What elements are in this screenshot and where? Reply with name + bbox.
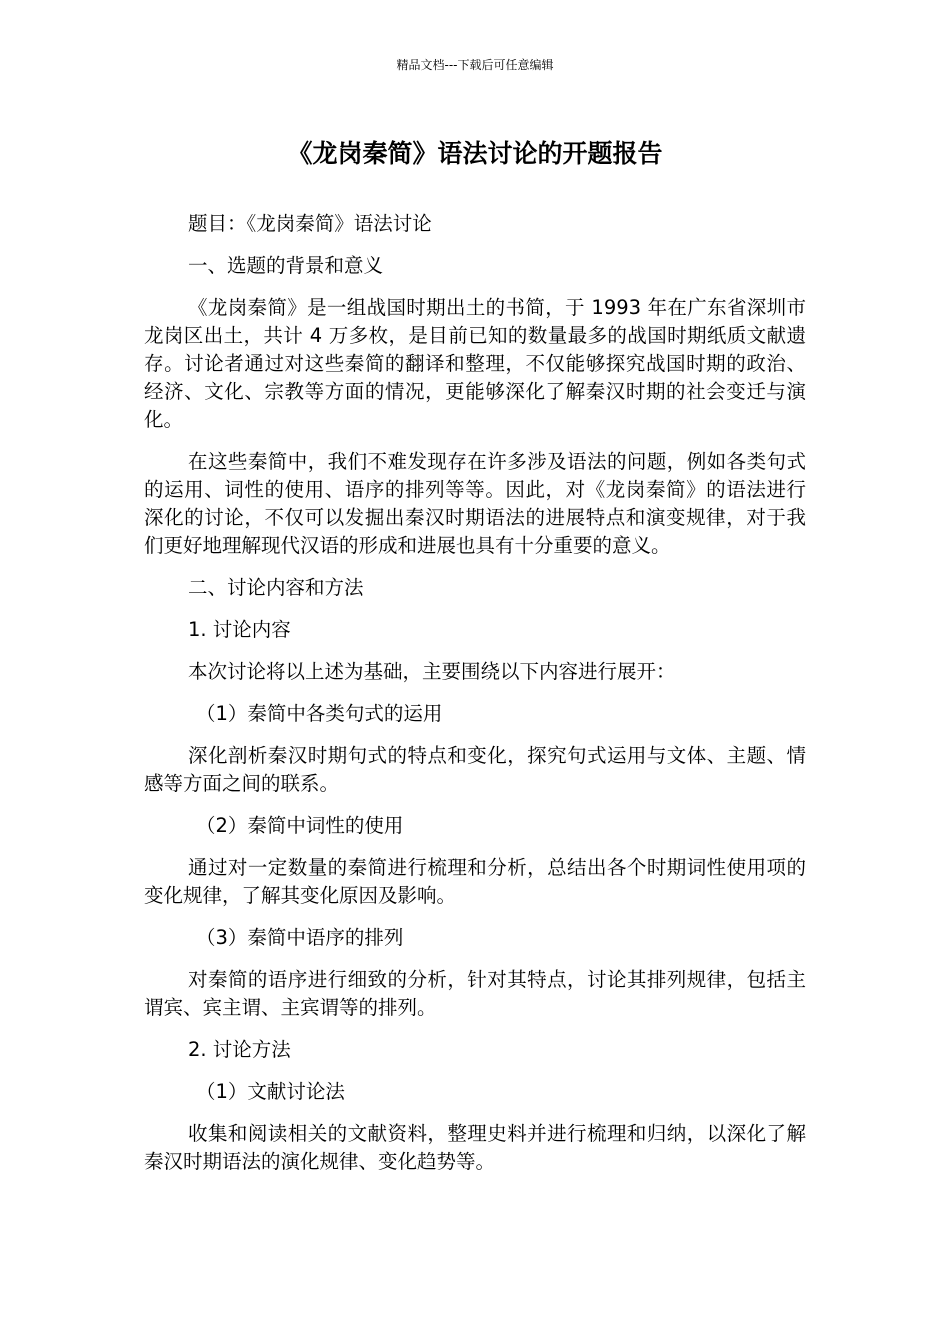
section-heading-background: 一、选题的背景和意义 [188, 254, 384, 277]
parts-of-speech-paragraph: 通过对一定数量的秦简进行梳理和分析，总结出各个时期词性使用项的变化规律，了解其变化原因及影响。 [144, 856, 806, 907]
topic-line: 题目：《龙岗秦简》语法讨论 [188, 212, 432, 235]
running-header: 精品文档---下载后可任意编辑 [396, 58, 554, 72]
subheading-content: 1. 讨论内容 [188, 618, 291, 641]
document-title: 《龙岗秦简》语法讨论的开题报告 [287, 139, 663, 168]
document-body [144, 210, 806, 1176]
background-paragraph: 《龙岗秦简》是一组战国时期出土的书简，于 1993 年在广东省深圳市龙岗区出土，共计 4 万多枚，是目前已知的数量最多的战国时期纸质文献遗存。讨论者通过对这些秦简的翻译和整理，不仅能够探究战国时期的政治、经济、文化、宗教等方面的情况，更能够深化了解秦汉时期的社会变迁与演化。 [144, 296, 806, 431]
word-order-paragraph: 对秦简的语序进行细致的分析，针对其特点，讨论其排列规律，包括主谓宾、宾主谓、主宾谓等的排列。 [144, 968, 806, 1019]
section-heading-content-method: 二、讨论内容和方法 [188, 576, 364, 599]
content-intro-paragraph: 本次讨论将以上述为基础，主要围绕以下内容进行展开： [188, 660, 676, 683]
item-heading-sentence-patterns: （1）秦简中各类句式的运用 [196, 702, 443, 725]
item-heading-literature-method: （1）文献讨论法 [196, 1080, 345, 1103]
subheading-method: 2. 讨论方法 [188, 1038, 291, 1061]
literature-method-paragraph: 收集和阅读相关的文献资料，整理史料并进行梳理和归纳，以深化了解秦汉时期语法的演化规律、变化趋势等。 [144, 1122, 806, 1173]
item-heading-word-order: （3）秦简中语序的排列 [196, 926, 404, 949]
sentence-patterns-paragraph: 深化剖析秦汉时期句式的特点和变化，探究句式运用与文体、主题、情感等方面之间的联系。 [144, 744, 806, 795]
significance-paragraph: 在这些秦简中，我们不难发现存在许多涉及语法的问题，例如各类句式的运用、词性的使用、语序的排列等等。因此，对《龙岗秦简》的语法进行深化的讨论，不仅可以发掘出秦汉时期语法的进展特点和演变规律，对于我们更好地理解现代汉语的形成和进展也具有十分重要的意义。 [144, 450, 806, 557]
item-heading-parts-of-speech: （2）秦简中词性的使用 [196, 814, 404, 837]
